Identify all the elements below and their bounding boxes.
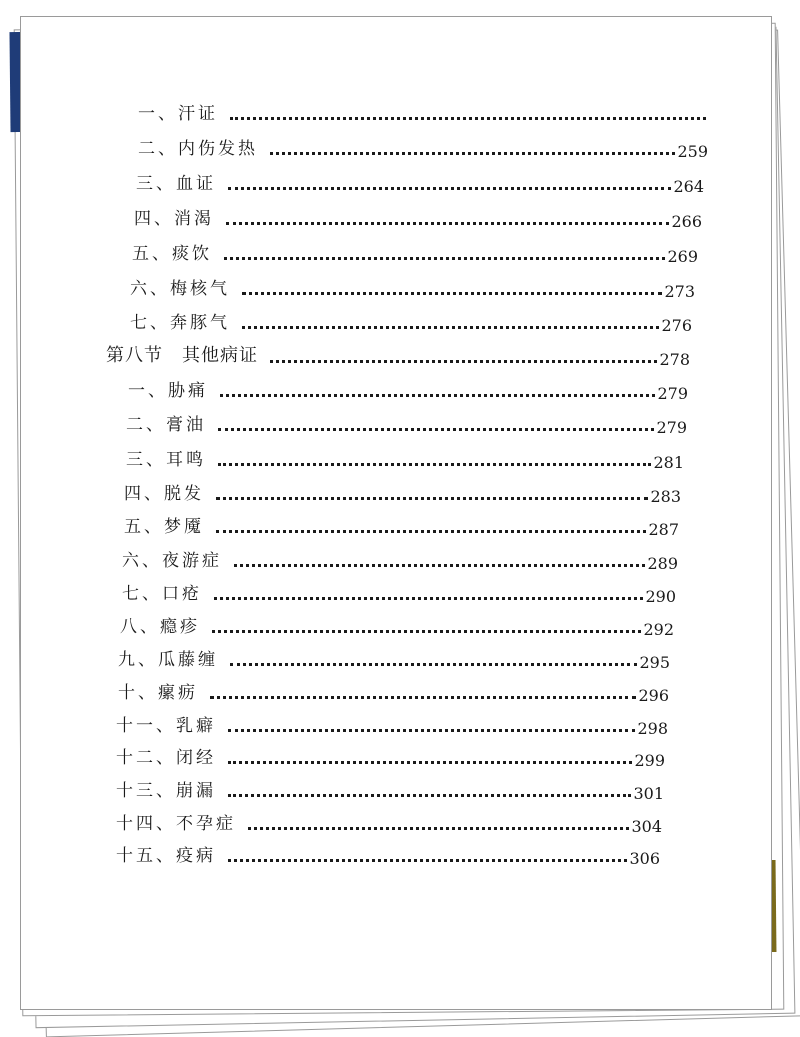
toc-entry-page: 290 — [645, 587, 676, 606]
toc-leader-dots — [270, 152, 675, 155]
toc-entry-label: 十、瘰疬 — [118, 683, 198, 703]
toc-entry-page: 276 — [661, 316, 692, 335]
toc-entry-label: 九、瓜藤缠 — [118, 650, 218, 670]
toc-leader-dots — [220, 394, 655, 397]
toc-entry — [130, 273, 695, 305]
toc-leader-dots — [242, 292, 662, 295]
toc-entry-page: 279 — [656, 418, 687, 437]
toc-entry — [132, 238, 698, 270]
toc-entry-label: 三、耳鸣 — [126, 450, 206, 470]
toc-entry-label: 十三、崩漏 — [116, 781, 216, 801]
toc-entry — [126, 409, 687, 441]
toc-entry — [118, 677, 669, 709]
toc-entry-label: 十四、不孕症 — [116, 814, 236, 834]
toc-entry-label: 四、脱发 — [124, 484, 204, 504]
toc-leader-dots — [226, 222, 669, 225]
toc-leader-dots — [242, 326, 659, 329]
toc-entry-label: 四、消渴 — [134, 209, 214, 229]
toc-entry — [134, 203, 702, 235]
toc-entry-page: 266 — [671, 212, 702, 231]
toc-entry-page: 283 — [650, 487, 681, 506]
toc-leader-dots — [218, 428, 654, 431]
toc-entry — [124, 478, 681, 510]
toc-entry — [116, 840, 660, 872]
toc-entry-label: 二、内伤发热 — [138, 139, 258, 159]
toc-leader-dots — [224, 257, 665, 260]
toc-entry-label: 三、血证 — [136, 174, 216, 194]
toc-entry-label: 六、梅核气 — [130, 279, 230, 299]
toc-leader-dots — [228, 761, 632, 764]
toc-leader-dots — [228, 794, 631, 797]
toc-leader-dots — [228, 187, 671, 190]
toc-entry-label: 二、膏油 — [126, 415, 206, 435]
toc-entry-page: 281 — [653, 453, 684, 472]
toc-entry-label: 第八节 其他病证 — [106, 345, 258, 366]
toc-leader-dots — [212, 630, 641, 633]
toc-entry-label: 一、胁痛 — [128, 381, 208, 401]
toc-leader-dots — [214, 597, 643, 600]
toc-entry-page: 299 — [634, 751, 665, 770]
toc-entry-label: 五、痰饮 — [132, 244, 212, 264]
toc-leader-dots — [210, 696, 636, 699]
toc-leader-dots — [234, 564, 645, 567]
toc-entry-page: 279 — [657, 384, 688, 403]
toc-leader-dots — [228, 859, 627, 862]
toc-leader-dots — [248, 827, 629, 830]
toc-entry-page: 259 — [677, 142, 708, 161]
toc-entry — [118, 644, 670, 676]
toc-entry — [122, 578, 676, 610]
toc-entry — [116, 808, 662, 840]
toc-entry — [116, 775, 664, 807]
toc-entry-label: 五、梦魇 — [124, 517, 204, 537]
toc-entry-label: 六、夜游症 — [122, 551, 222, 571]
toc-entry-page: 278 — [659, 350, 690, 369]
toc-entry-page: 301 — [633, 784, 664, 803]
toc-entry-page: 298 — [637, 719, 668, 738]
toc-entry-label: 一、汗证 — [138, 104, 218, 124]
toc-entry — [116, 710, 668, 742]
toc-entry-page: 295 — [639, 653, 670, 672]
toc-leader-dots — [228, 729, 635, 732]
toc-leader-dots — [230, 117, 706, 120]
toc-entry — [126, 444, 684, 476]
toc-entry-page: 269 — [667, 247, 698, 266]
toc-entry — [128, 375, 688, 407]
toc-entry — [124, 511, 679, 543]
toc-entry-label: 八、瘾疹 — [120, 617, 200, 637]
toc-entry-page: 287 — [648, 520, 679, 539]
toc-entry-label: 七、奔豚气 — [130, 313, 230, 333]
toc-leader-dots — [230, 663, 637, 666]
toc-entry-page: 273 — [664, 282, 695, 301]
toc-entry-label: 七、口疮 — [122, 584, 202, 604]
toc-entry — [136, 168, 704, 200]
toc-entry — [130, 307, 692, 339]
toc-entry-label: 十五、疫病 — [116, 846, 216, 866]
toc-entry-page: 289 — [647, 554, 678, 573]
toc-leader-dots — [216, 497, 648, 500]
toc-entry-page: 304 — [631, 817, 662, 836]
toc-leader-dots — [218, 463, 651, 466]
toc-entry — [116, 742, 665, 774]
toc-entry-label: 十一、乳癖 — [116, 716, 216, 736]
toc-entry — [138, 98, 708, 130]
toc-entry-label: 十二、闭经 — [116, 748, 216, 768]
toc-section-heading — [106, 341, 690, 373]
toc-entry — [120, 611, 674, 643]
toc-entry-page: 264 — [673, 177, 704, 196]
toc-entry-page: 306 — [629, 849, 660, 868]
toc-entry — [122, 545, 678, 577]
toc-entry-page: 296 — [638, 686, 669, 705]
toc-entry-page: 292 — [643, 620, 674, 639]
toc-leader-dots — [216, 530, 646, 533]
toc-entry — [138, 133, 708, 165]
toc-leader-dots — [270, 360, 657, 363]
